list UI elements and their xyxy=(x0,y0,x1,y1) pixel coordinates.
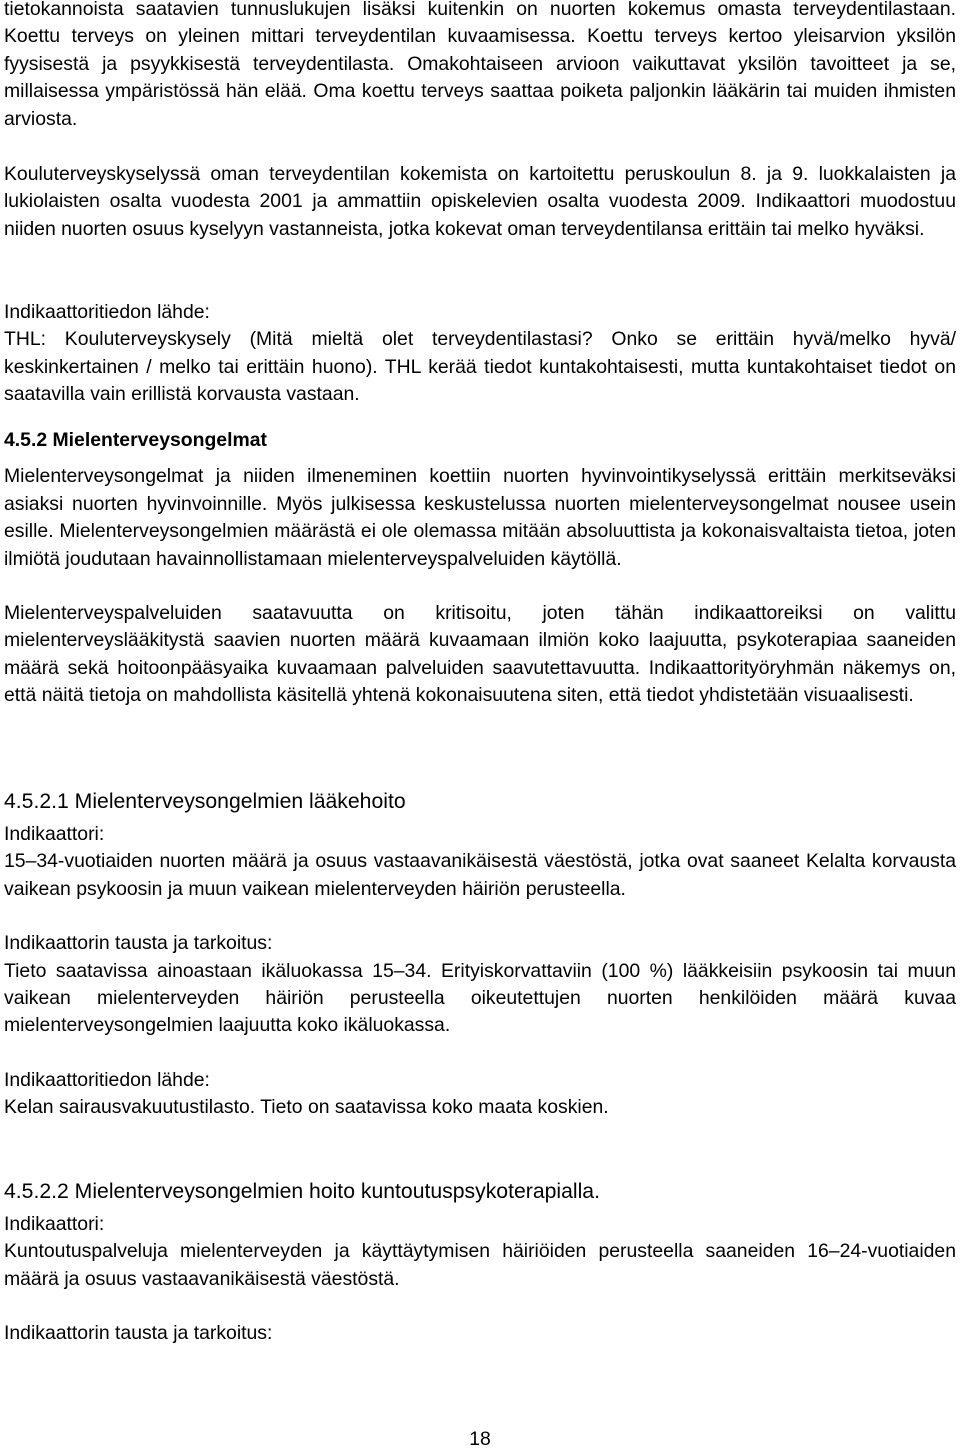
intro-paragraph-2: Kouluterveyskyselyssä oman terveydentilan kokemista on kartoitettu peruskoulun 8. ja 9. luokkalaisten ja lukiolaisten osalta vuodesta 2001 ja ammattiin opiskelevien osalta vuodesta 2009. Indikaattori muodostuu niiden nuorten osuus kyselyyn vastanneista, jotka kokevat oman terveydentilansa erittäin tai melko hyväksi. xyxy=(4,163,956,240)
source-label: Indikaattoritiedon lähde: xyxy=(4,1068,210,1091)
page-number: 18 xyxy=(469,1428,491,1450)
subsection-heading: 4.5.2.1 Mielenterveysongelmien lääkehoito xyxy=(4,790,406,813)
subsection-heading: 4.5.2.2 Mielenterveysongelmien hoito kuntoutuspsykoterapialla. xyxy=(4,1180,600,1203)
intro-source xyxy=(4,299,956,409)
indicator-label: Indikaattori: xyxy=(4,1213,105,1235)
section-heading: 4.5.2 Mielenterveysongelmat xyxy=(4,429,267,451)
section-4-5-2 xyxy=(4,427,956,710)
section-4-5-2-2 xyxy=(4,1178,956,1348)
indicator-text: 15–34-vuotiaiden nuorten määrä ja osuus vastaavanikäisestä väestöstä, jotka ovat saaneet Kelalta korvausta vaikean psykoosin ja muun vaikean mielenterveyden häiriön perusteella. xyxy=(4,850,956,900)
source-label: Indikaattoritiedon lähde: xyxy=(4,301,210,323)
section-paragraph: Mielenterveysongelmat ja niiden ilmeneminen koettiin nuorten hyvinvointikyselyssä erittäin merkitseväksi asiaksi nuorten hyvinvoinnille. Myös julkisessa keskustelussa nuorten mielenterveysongelmat nousee usein esille. Mielenterveysongelmien määrästä ei ole olemassa mitään absoluuttista ja kokonaisvaltaista tietoa, joten ilmiötä joudutaan havainnollistamaan mielenterveyspalveluiden käytöllä. xyxy=(4,465,956,570)
source-text: THL: Kouluterveyskysely (Mitä mieltä olet terveydentilastasi? Onko se erittäin hyvä/melko hyvä/ keskinkertainen / melko tai erittäin huono). THL kerää tiedot kuntakohtaisesti, mutta kuntakohtaiset tiedot on saatavilla vain erillistä korvausta vastaan. xyxy=(4,328,956,406)
section-paragraph: Mielenterveyspalveluiden saatavuutta on kritisoitu, joten tähän indikaattoreiksi on valittu mielenterveyslääkitystä saavien nuorten määrä kuvaamaan ilmiön koko laajuutta, psykoterapiaa saaneiden määrä sekä hoitoonpääsyaika kuvaamaan palveluiden saavutettavuutta. Indikaattorityöryhmän näkemys on, että näitä tietoja on mahdollista käsitellä yhtenä kokonaisuutena siten, että tiedot yhdistetään visuaalisesti. xyxy=(4,602,956,707)
section-4-5-2-1 xyxy=(4,788,956,1122)
intro-paragraph-1: tietokannoista saatavien tunnuslukujen lisäksi kuitenkin on nuorten kokemus omasta terveydentilastaan. Koettu terveys on yleinen mittari terveydentilan kuvaamisessa. Koettu terveys kertoo yleisarvion yksilön fyysisestä ja psyykkisestä terveydentilasta. Omakohtaiseen arvioon vaikuttavat yksilön tavoitteet ja se, millaisessa ympäristössä hän elää. Oma koettu terveys saattaa poiketa paljonkin lääkärin tai muiden ihmisten arviosta. xyxy=(4,0,956,130)
indicator-text: Kuntoutuspalveluja mielenterveyden ja käyttäytymisen häiriöiden perusteella saaneiden 16–24-vuotiaiden määrä ja osuus vastaavanikäisestä väestöstä. xyxy=(4,1240,956,1290)
background-label: Indikaattorin tausta ja tarkoitus: xyxy=(4,932,273,955)
background-label: Indikaattorin tausta ja tarkoitus: xyxy=(4,1322,273,1345)
indicator-label: Indikaattori: xyxy=(4,823,105,845)
background-text: Tieto saatavissa ainoastaan ikäluokassa 15–34. Erityiskorvattaviin (100 %) lääkkeisiin psykoosin tai muun vaikean mielenterveyden häiriön perusteella oikeutettujen nuorten henkilöiden määrä kuvaa mielenterveysongelmien laajuutta koko ikäluokassa. xyxy=(4,959,956,1037)
source-text: Kelan sairausvakuutustilasto. Tieto on saatavissa koko maata koskien. xyxy=(4,1096,609,1119)
